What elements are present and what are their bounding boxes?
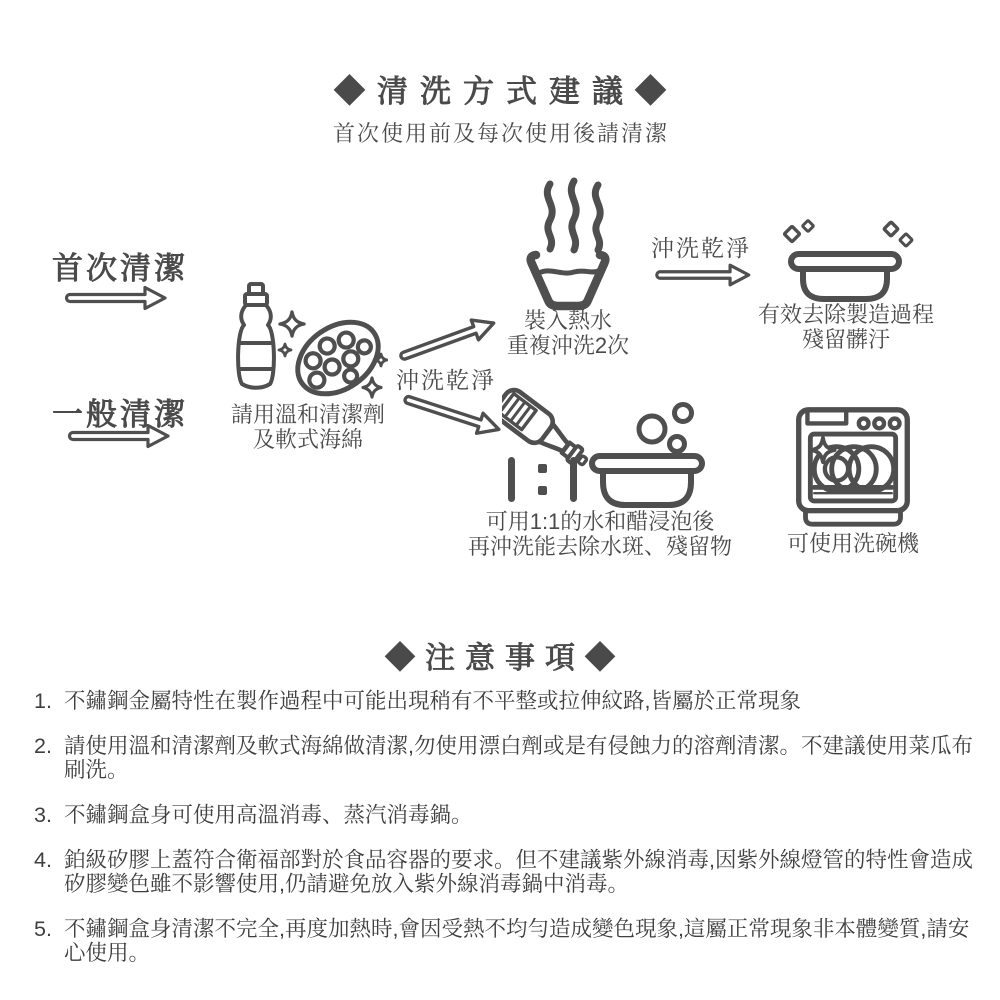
vinegar-caption-line1: 可用1:1的水和醋浸泡後 xyxy=(485,509,715,534)
wash-section-title: ◆清洗方式建議◆ xyxy=(334,74,678,109)
note-number: 2. xyxy=(34,734,52,758)
note-item-4 xyxy=(34,848,980,896)
note-item-1 xyxy=(34,689,980,713)
note-text: 不鏽鋼盒身清潔不完全,再度加熱時,會因受熱不均勻造成變色現象,這屬正常現象非本體變質,請安心使用。 xyxy=(64,917,970,965)
ratio-1-1-icon xyxy=(504,454,584,506)
notes-section-title: ◆注意事項◆ xyxy=(385,642,625,675)
note-number: 4. xyxy=(34,848,52,872)
note-item-3 xyxy=(34,803,980,827)
rinse-clean-label-mid: 沖洗乾淨 xyxy=(396,367,496,393)
detergent-caption-line1: 請用溫和清潔劑 xyxy=(230,402,385,427)
note-text: 請使用溫和清潔劑及軟式海綿做清潔,勿使用漂白劑或是有侵蝕力的溶劑清潔。不建議使用菜瓜布刷洗。 xyxy=(64,734,973,782)
soak-bowl-icon xyxy=(588,452,706,512)
first-clean-label: 首次清潔 xyxy=(52,251,188,286)
notes-list xyxy=(34,689,980,986)
effect-caption-line2: 殘留髒汙 xyxy=(801,327,890,352)
hot-water-caption-line2: 重複沖洗2次 xyxy=(506,333,630,358)
detergent-caption-line2: 及軟式海綿 xyxy=(252,427,363,452)
hot-water-caption-line1: 裝入熱水 xyxy=(523,308,612,333)
vinegar-caption xyxy=(450,509,750,559)
note-text: 不鏽鋼盒身可使用高溫消毒、蒸汽消毒鍋。 xyxy=(64,803,473,827)
hot-water-caption xyxy=(473,308,663,358)
note-item-2 xyxy=(34,734,980,782)
arrow-right-icon xyxy=(63,421,175,451)
effect-caption xyxy=(742,302,950,352)
dishwasher-caption-line1: 可使用洗碗機 xyxy=(786,531,919,556)
rinse-clean-label-top: 沖洗乾淨 xyxy=(651,235,751,261)
note-number: 3. xyxy=(34,803,52,827)
arrow-right-icon xyxy=(60,283,172,313)
arrow-right-icon xyxy=(650,261,756,289)
lunchbox-sparkle-icon xyxy=(779,218,919,304)
vinegar-caption-line2: 再沖洗能去除水斑、殘留物 xyxy=(467,534,732,559)
wash-section-subtitle: 首次使用前及每次使用後請清潔 xyxy=(332,121,669,146)
dishwasher-icon xyxy=(790,404,916,532)
detergent-caption xyxy=(210,402,406,452)
note-number: 1. xyxy=(34,689,52,713)
dishwasher-caption xyxy=(770,531,936,556)
steam-bowl-icon xyxy=(512,176,622,314)
note-number: 5. xyxy=(34,917,52,941)
note-text: 鉑級矽膠上蓋符合衛福部對於食品容器的要求。但不建議紫外線消毒,因紫外線燈管的特性會造成矽膠變色雖不影響使用,仍請避免放入紫外線消毒鍋中消毒。 xyxy=(64,848,973,896)
note-text: 不鏽鋼金屬特性在製作過程中可能出現稍有不平整或拉伸紋路,皆屬於正常現象 xyxy=(64,689,801,713)
sponge-icon xyxy=(276,302,388,404)
effect-caption-line1: 有效去除製造過程 xyxy=(757,302,934,327)
general-clean-label: 一般清潔 xyxy=(52,397,188,432)
note-item-5 xyxy=(34,917,980,965)
